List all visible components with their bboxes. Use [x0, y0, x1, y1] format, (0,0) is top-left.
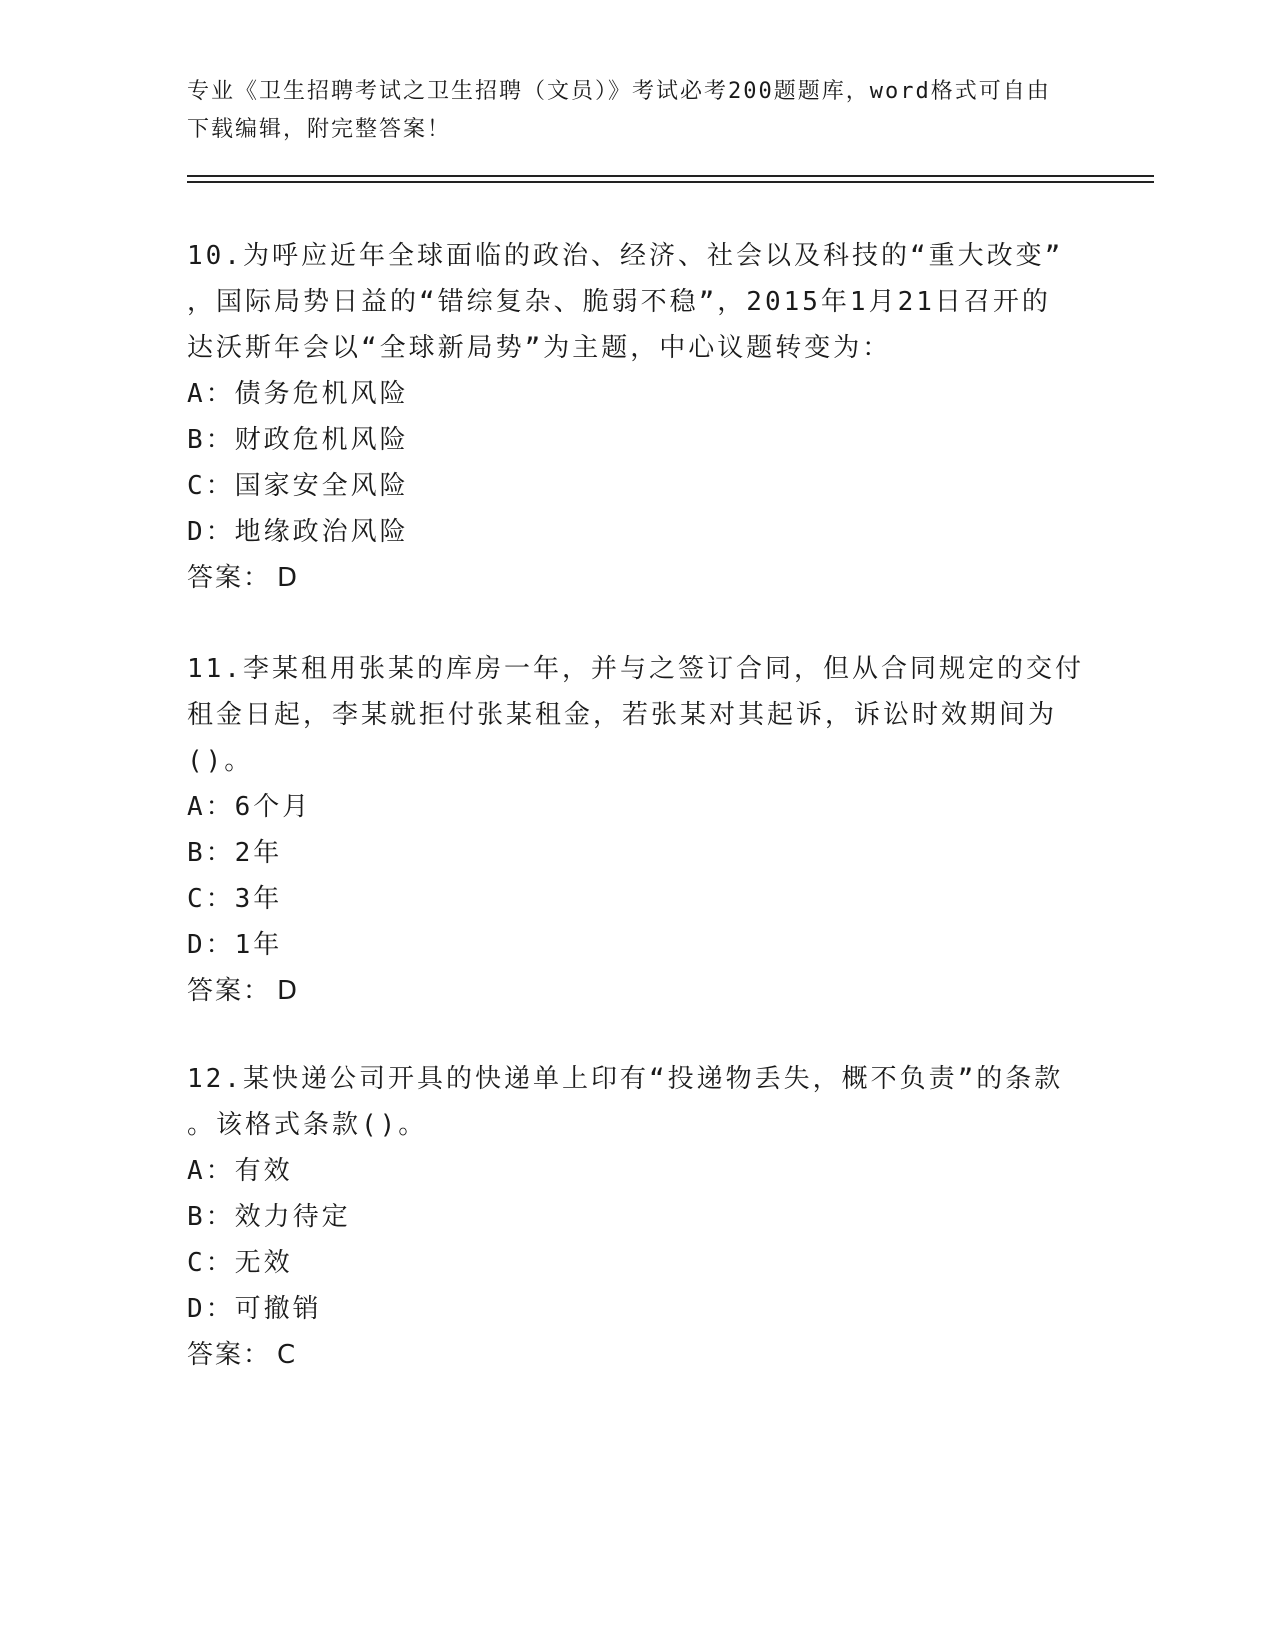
option-d: D：可撤销: [187, 1294, 322, 1324]
header-divider-bottom: [187, 181, 1154, 183]
question-text-line: 。该格式条款()。: [187, 1110, 428, 1140]
answer-value: D: [277, 976, 300, 1006]
option-a: A：有效: [187, 1156, 293, 1186]
option-b: B：效力待定: [187, 1202, 351, 1232]
option-c: C：无效: [187, 1248, 293, 1278]
question-text-line: 租金日起，李某就拒付张某租金，若张某对其起诉，诉讼时效期间为: [187, 700, 1058, 730]
question-text-line: ()。: [187, 746, 254, 776]
question-text-line: 10.为呼应近年全球面临的政治、经济、社会以及科技的“重大改变”: [187, 241, 1064, 271]
option-c: C：3年: [187, 884, 283, 914]
answer: [187, 1332, 1087, 1378]
option-a: A：债务危机风险: [187, 379, 409, 409]
answer-value: C: [277, 1340, 298, 1370]
question-text-line: 达沃斯年会以“全球新局势”为主题，中心议题转变为：: [187, 333, 892, 363]
question-number: 10.: [187, 241, 243, 271]
answer-label: 答案：: [187, 1340, 272, 1370]
document-intro: 专业《卫生招聘考试之卫生招聘（文员）》考试必考200题题库，word格式可自由下载编辑，附完整答案！: [187, 79, 1051, 142]
option-b: B：财政危机风险: [187, 425, 409, 455]
question-12: [187, 1056, 1087, 1378]
option-c: C：国家安全风险: [187, 471, 409, 501]
question-11: [187, 646, 1087, 1014]
header-divider-top: [187, 175, 1154, 177]
option-b: B：2年: [187, 838, 283, 868]
question-text-line: 12.某快递公司开具的快递单上印有“投递物丢失，概不负责”的条款: [187, 1064, 1064, 1094]
question-number: 11.: [187, 654, 243, 684]
answer-label: 答案：: [187, 976, 272, 1006]
option-d: D：地缘政治风险: [187, 517, 409, 547]
question-10: [187, 233, 1087, 601]
answer-value: D: [277, 563, 300, 593]
answer-label: 答案：: [187, 563, 272, 593]
answer: [187, 555, 1087, 601]
option-d: D：1年: [187, 930, 283, 960]
answer: [187, 968, 1087, 1014]
option-a: A：6个月: [187, 792, 312, 822]
question-text-line: ，国际局势日益的“错综复杂、脆弱不稳”，2015年1月21日召开的: [187, 287, 1051, 317]
question-text-line: 11.李某租用张某的库房一年，并与之签订合同，但从合同规定的交付: [187, 654, 1084, 684]
question-number: 12.: [187, 1064, 243, 1094]
